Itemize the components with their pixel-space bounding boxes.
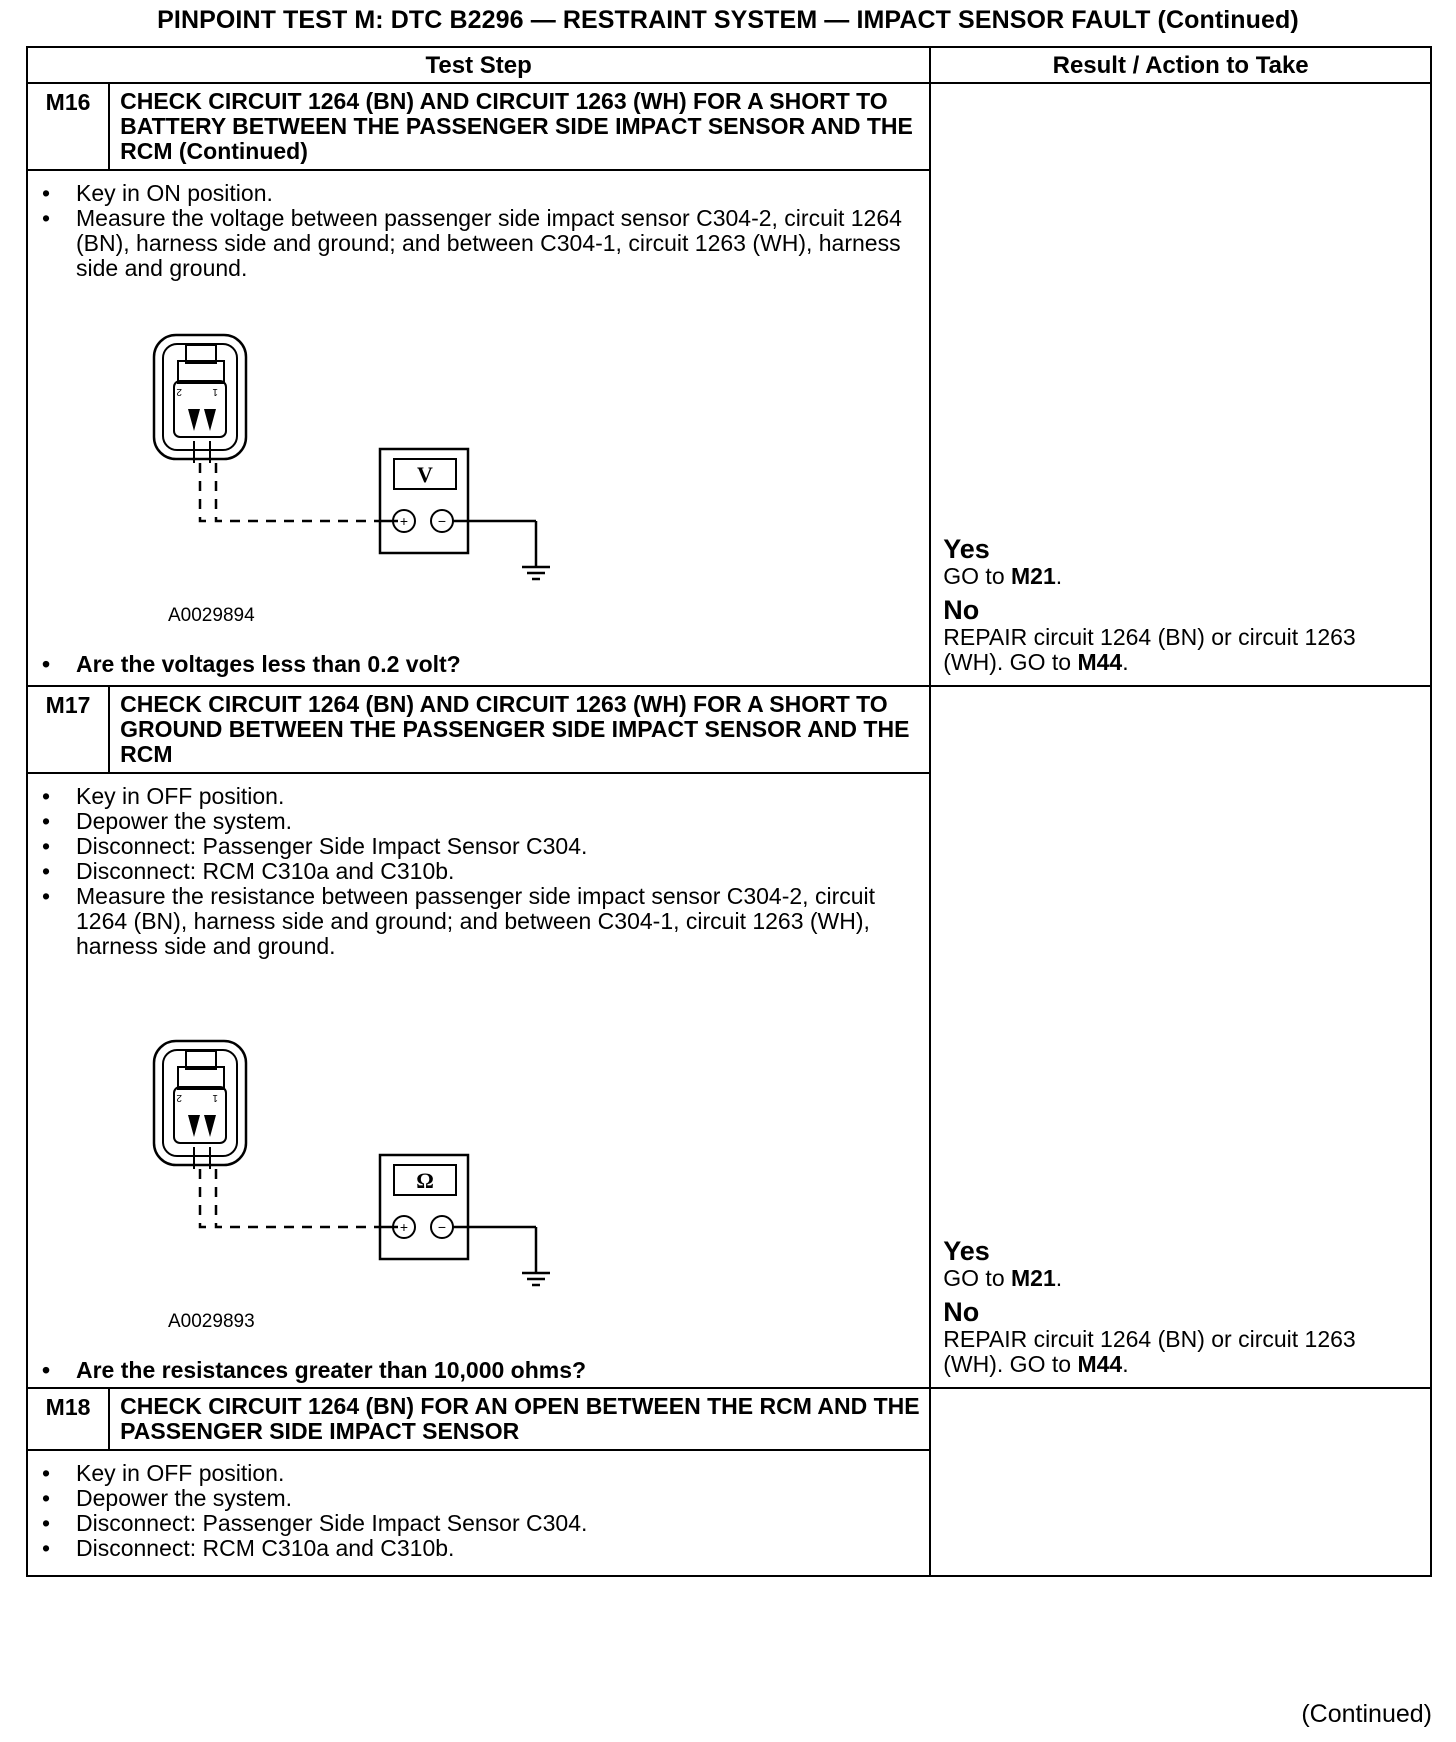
no-target: M44 — [1077, 649, 1123, 675]
step-body — [27, 773, 930, 1388]
pinpoint-test-table — [26, 46, 1432, 1577]
meter-symbol: V — [417, 462, 433, 487]
meter-symbol: Ω — [416, 1168, 434, 1193]
yes-label: Yes — [943, 534, 990, 564]
connector-voltmeter-diagram — [130, 331, 610, 601]
instruction-item: • Measure the resistance between passenger side impact sensor C304-2, circuit 1264 (BN), harness side and ground; and between C304-1, circuit 1263 (WH), harness side and ground. — [76, 884, 919, 959]
svg-text:1: 1 — [212, 386, 218, 397]
instruction-item: • Disconnect: Passenger Side Impact Sensor C304. — [76, 834, 919, 859]
yes-action: GO to M21. — [943, 563, 1063, 589]
step-id: M16 — [27, 83, 109, 170]
step-m18-heading-row — [27, 1388, 1431, 1450]
no-action: REPAIR circuit 1264 (BN) or circuit 1263 (WH). GO to M44. — [943, 1326, 1356, 1377]
yes-label: Yes — [943, 1236, 990, 1266]
step-body — [27, 170, 930, 686]
harness-wires — [200, 463, 380, 521]
no-label: No — [943, 1297, 980, 1327]
continued-footer: (Continued) — [1301, 1700, 1432, 1728]
test-step-header: Test Step — [27, 47, 930, 83]
step-body — [27, 1450, 930, 1576]
step-m17-heading-row — [27, 686, 1431, 773]
svg-text:+: + — [399, 1219, 409, 1235]
step-id: M17 — [27, 686, 109, 773]
figure-id: A0029893 — [168, 1311, 255, 1332]
svg-text:2: 2 — [176, 386, 182, 397]
instruction-item: • Disconnect: RCM C310a and C310b. — [76, 1536, 919, 1561]
no-target: M44 — [1077, 1351, 1123, 1377]
test-question: • Are the resistances greater than 10,000 ohms? — [76, 1358, 919, 1383]
instruction-item: • Disconnect: RCM C310a and C310b. — [76, 859, 919, 884]
step-id: M18 — [27, 1388, 109, 1450]
harness-wires — [200, 1169, 380, 1227]
connector-housing — [154, 1041, 246, 1165]
resistance-test-figure — [130, 1037, 610, 1334]
svg-text:2: 2 — [176, 1092, 182, 1103]
connector-housing — [154, 335, 246, 459]
instruction-item: • Disconnect: Passenger Side Impact Sensor C304. — [76, 1511, 919, 1536]
step-m16-heading-row — [27, 83, 1431, 170]
step-heading: CHECK CIRCUIT 1264 (BN) AND CIRCUIT 1263 (WH) FOR A SHORT TO GROUND BETWEEN THE PASSENGER SIDE IMPACT SENSOR AND THE RCM — [109, 686, 930, 773]
yes-action: GO to M21. — [943, 1265, 1063, 1291]
connector-ohmmeter-diagram — [130, 1037, 610, 1307]
svg-text:+: + — [399, 513, 409, 529]
step-result — [930, 83, 1431, 686]
instruction-item: • Depower the system. — [76, 1486, 919, 1511]
step-result — [930, 686, 1431, 1388]
page-title: PINPOINT TEST M: DTC B2296 — RESTRAINT SYSTEM — IMPACT SENSOR FAULT (Continued) — [157, 6, 1299, 34]
yes-target: M21 — [1011, 1265, 1056, 1291]
table-header-row — [27, 47, 1431, 83]
svg-text:−: − — [437, 513, 447, 529]
result-header: Result / Action to Take — [930, 47, 1431, 83]
instruction-item: • Depower the system. — [76, 809, 919, 834]
step-heading: CHECK CIRCUIT 1264 (BN) FOR AN OPEN BETWEEN THE RCM AND THE PASSENGER SIDE IMPACT SENSOR — [109, 1388, 930, 1450]
connector-pins — [188, 409, 216, 431]
voltage-test-figure — [130, 331, 610, 628]
step-heading: CHECK CIRCUIT 1264 (BN) AND CIRCUIT 1263 (WH) FOR A SHORT TO BATTERY BETWEEN THE PASSENGER SIDE IMPACT SENSOR AND THE RCM (Continued) — [109, 83, 930, 170]
yes-target: M21 — [1011, 563, 1056, 589]
test-question: • Are the voltages less than 0.2 volt? — [76, 652, 919, 677]
connector-pins — [188, 1115, 216, 1137]
figure-id: A0029894 — [168, 605, 255, 626]
instruction-item: • Key in OFF position. — [76, 784, 919, 809]
instruction-item: • Key in ON position. — [76, 181, 919, 206]
svg-text:1: 1 — [212, 1092, 218, 1103]
no-label: No — [943, 595, 980, 625]
instruction-item: • Key in OFF position. — [76, 1461, 919, 1486]
no-action: REPAIR circuit 1264 (BN) or circuit 1263 (WH). GO to M44. — [943, 624, 1356, 675]
svg-text:−: − — [437, 1219, 447, 1235]
step-result — [930, 1388, 1431, 1576]
instruction-item: • Measure the voltage between passenger side impact sensor C304-2, circuit 1264 (BN), harness side and ground; and between C304-1, circuit 1263 (WH), harness side and ground. — [76, 206, 919, 281]
